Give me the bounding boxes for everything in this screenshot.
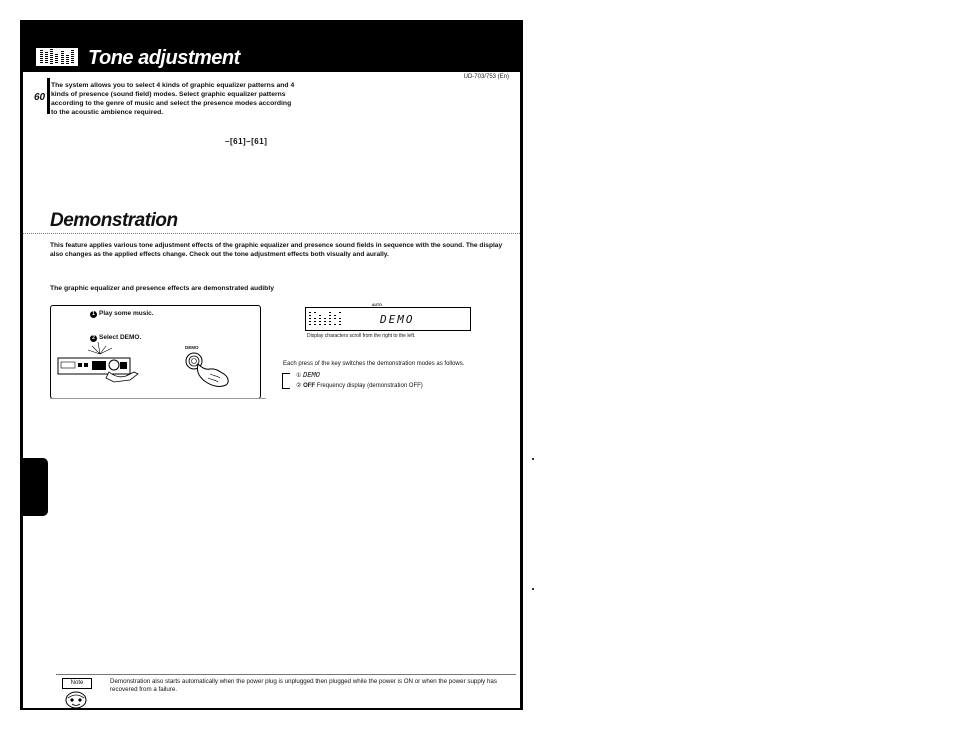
section-divider: [23, 233, 520, 234]
display-auto-indicator: AUTO: [372, 303, 382, 307]
hand-pressing-demo-key-illustration: [180, 350, 234, 388]
intro-paragraph: The system allows you to select 4 kinds of graphic equalizer patterns and 4 kinds of presence (sound field) modes. Select graphic equalizer patterns according to the genre of music and select the presence modes according to the acoustic ambience required.: [51, 82, 295, 116]
display-spectrum-graphic: [308, 310, 348, 328]
demo-modes-intro: Each press of the key switches the demonstration modes as follows.: [283, 361, 465, 367]
mode-cycle-arrow-icon: [282, 373, 290, 389]
model-reference: UD-703/753 (En): [463, 74, 509, 80]
demo-mode-2-description: Frequency display (demonstration OFF): [316, 383, 423, 389]
page-title: Tone adjustment: [88, 47, 240, 69]
procedure-heading: The graphic equalizer and presence effects are demonstrated audibly: [50, 285, 274, 292]
demo-mode-2-label: OFF: [303, 383, 316, 389]
manual-page: [20, 20, 523, 710]
stereo-unit-illustration: [54, 338, 144, 384]
note-text: Demonstration also starts automatically when the power plug is unplugged then plugged while the power is ON or when the power supply has recovered from a failure.: [110, 678, 497, 693]
chapter-tab: [20, 458, 48, 516]
demo-mode-1: [296, 371, 320, 379]
section-title: Demonstration: [50, 210, 178, 231]
page-reference: –[61]–[61]: [225, 137, 268, 146]
note-badge: Note: [62, 678, 92, 689]
page-border-left: [20, 20, 23, 710]
tone-mode-icon: [32, 78, 50, 114]
page-border-bottom: [20, 708, 523, 710]
step-2-number: 2: [90, 335, 97, 342]
demo-mode-2-number: ②: [296, 383, 302, 389]
note-divider: [56, 674, 516, 675]
page-border-right: [520, 20, 523, 710]
demo-mode-1-lcd: DEMO: [303, 371, 320, 379]
step-1-number: 1: [90, 311, 97, 318]
demo-mode-1-number: ①: [296, 373, 302, 379]
procedure-box-shadow: [50, 398, 266, 401]
demo-mode-2: [296, 382, 423, 389]
step-2-label: Select DEMO.: [99, 334, 142, 341]
display-caption: Display characters scroll from the right to the left.: [307, 333, 416, 339]
display-readout: DEMO: [380, 313, 415, 326]
edge-mark: [532, 588, 534, 590]
section-description: This feature applies various tone adjustment effects of the graphic equalizer and presence sound fields in sequence with the sound. The display also changes as the applied effects change. Check out the tone adjustment effects both visually and aurally.: [50, 242, 503, 258]
step-1-label: Play some music.: [99, 310, 154, 317]
step-1: [90, 310, 154, 318]
tone-mode-glyph: 60: [34, 92, 46, 103]
note-mascot-icon: [63, 690, 89, 710]
demo-key-label: DEMO: [185, 345, 199, 350]
equalizer-icon: [34, 46, 80, 68]
edge-mark: [532, 458, 534, 460]
